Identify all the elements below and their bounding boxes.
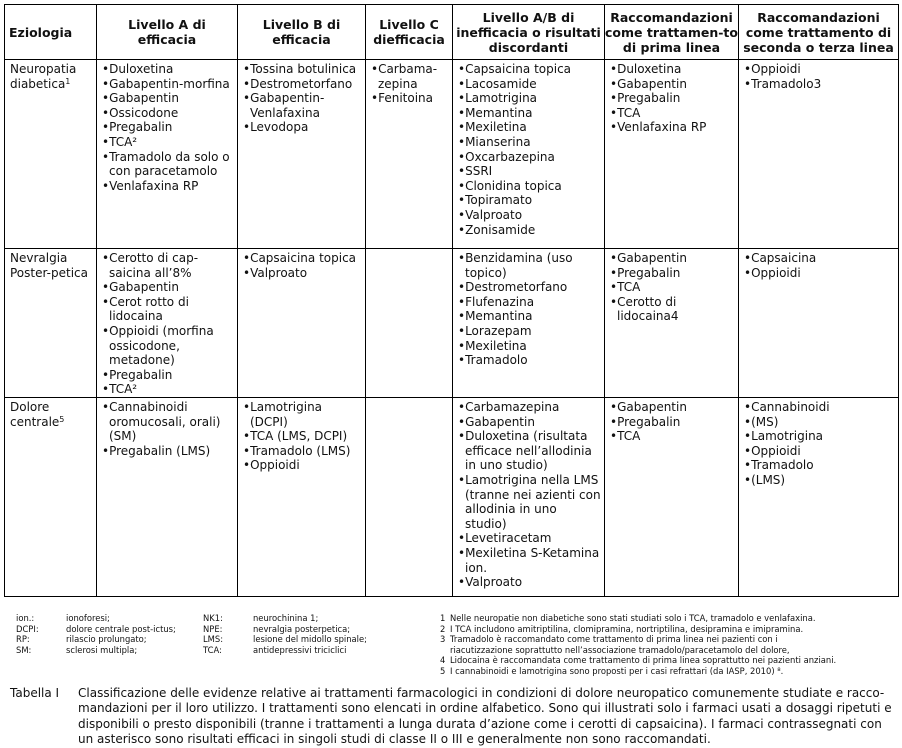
treatment-cell bbox=[366, 249, 453, 398]
footnote-text: Lidocaina è raccomandata come trattamento di prima linea soprattutto nei pazienti anziani. bbox=[450, 655, 837, 665]
table-row bbox=[5, 249, 899, 398]
treatment-item: • Oppioidi bbox=[744, 62, 896, 77]
treatment-item: • (LMS) bbox=[744, 473, 896, 488]
footnote-item bbox=[440, 645, 900, 656]
treatment-list bbox=[739, 60, 898, 91]
abbreviation-value: rilascio prolungato; bbox=[66, 634, 147, 644]
treatment-item: • Cannabinoidi bbox=[744, 400, 896, 415]
treatment-item: • Mianserina bbox=[458, 135, 602, 150]
treatment-cell bbox=[453, 60, 605, 249]
treatment-item: • Oppioidi bbox=[243, 458, 363, 473]
treatment-item: • Topiramato bbox=[458, 193, 602, 208]
treatment-item: • Pregabalin bbox=[610, 266, 736, 281]
treatment-item: • TCA (LMS, DCPI) bbox=[243, 429, 363, 444]
footnote-item bbox=[440, 634, 900, 645]
treatment-cell bbox=[739, 60, 899, 249]
treatment-item: • Cannabinoidi oromucosali, orali) (SM) bbox=[102, 400, 235, 444]
footnote-text: I cannabinoidi e lamotrigina sono proposti per i casi refrattari (da IASP, 2010) ⁸. bbox=[450, 665, 784, 676]
treatment-item: • Lamotrigina bbox=[458, 91, 602, 106]
treatment-list bbox=[453, 60, 604, 237]
treatment-item: • Oxcarbazepina bbox=[458, 150, 602, 165]
treatment-item: • Gabapentin bbox=[102, 280, 235, 295]
treatment-item: • Fenitoina bbox=[371, 91, 450, 106]
abbreviation-value: dolore centrale post-ictus; bbox=[66, 623, 176, 634]
treatment-list bbox=[453, 398, 604, 590]
footnote-number: 5 bbox=[440, 665, 446, 676]
abbreviation-key: SM: bbox=[16, 644, 32, 655]
treatment-item: • Cerot rotto di lidocaina bbox=[102, 295, 235, 324]
treatment-item: • Destrometorfano bbox=[243, 77, 363, 92]
header-cell: Raccomandazioni come trattamento di seconda o terza linea bbox=[739, 5, 899, 60]
etiology-label: Neuropatia diabetica bbox=[10, 62, 77, 91]
treatment-item: • Mexiletina bbox=[458, 339, 602, 354]
abbreviation-key: DCPI: bbox=[16, 623, 39, 634]
treatment-item: • Cerotto di lidocaina4 bbox=[610, 295, 736, 324]
treatment-item: • TCA bbox=[610, 106, 736, 121]
treatment-list bbox=[366, 60, 452, 106]
treatment-cell bbox=[453, 249, 605, 398]
treatment-item: • Flufenazina bbox=[458, 295, 602, 310]
footnote-text: riacutizzazione soprattutto nell’associazione tramadolo/paracetamolo del dolore, bbox=[450, 644, 790, 655]
abbreviation-item bbox=[203, 634, 367, 645]
treatment-item: • TCA bbox=[610, 429, 736, 444]
treatment-item: • Oppioidi (morfina ossicodone, metadone) bbox=[102, 324, 235, 368]
treatment-item: • Benzidamina (uso topico) bbox=[458, 251, 602, 280]
treatment-list bbox=[739, 398, 898, 488]
treatment-item: • Carbama-zepina bbox=[371, 62, 450, 91]
abbreviation-item bbox=[203, 624, 350, 635]
treatment-item: • Capsaicina bbox=[744, 251, 896, 266]
footnote-marker: 1 bbox=[65, 77, 71, 86]
treatment-item: • Tramadolo3 bbox=[744, 77, 896, 92]
treatment-item: • Valproato bbox=[458, 575, 602, 590]
abbreviation-key: LMS: bbox=[203, 634, 224, 644]
footnote-item bbox=[440, 613, 900, 624]
header-cell: Livello C diefficacia bbox=[366, 5, 453, 60]
footnote-text: I TCA includono amitriptilina, clomipramina, nortriptilina, desipramina e imipramina. bbox=[450, 623, 804, 634]
treatment-cell bbox=[605, 398, 739, 597]
etiology-cell bbox=[5, 398, 97, 597]
treatment-item: • Capsaicina topica bbox=[243, 251, 363, 266]
treatment-list bbox=[238, 60, 365, 135]
etiology-cell bbox=[5, 60, 97, 249]
treatment-list bbox=[97, 398, 237, 458]
treatment-item: • Venlafaxina RP bbox=[610, 120, 736, 135]
footnote-number: 4 bbox=[440, 655, 446, 665]
treatment-item: • Pregabalin bbox=[610, 91, 736, 106]
treatment-item: • Cerotto di cap-saicina all’8% bbox=[102, 251, 235, 280]
treatment-item: • Pregabalin bbox=[102, 120, 235, 135]
abbreviation-key: TCA: bbox=[203, 644, 222, 655]
footnote-text: Tramadolo è raccomandato come trattamento di prima linea nei pazienti con i bbox=[450, 634, 778, 644]
treatment-table bbox=[4, 4, 899, 597]
abbreviation-value: lesione del midollo spinale; bbox=[253, 634, 367, 644]
treatment-item: • Venlafaxina RP bbox=[102, 179, 235, 194]
treatment-item: • Zonisamide bbox=[458, 223, 602, 238]
abbreviation-key: RP: bbox=[16, 634, 30, 644]
treatment-item: • Duloxetina bbox=[610, 62, 736, 77]
table-caption bbox=[10, 686, 892, 747]
treatment-cell bbox=[97, 249, 238, 398]
treatment-item: • Valproato bbox=[243, 266, 363, 281]
abbreviation-value: sclerosi multipla; bbox=[66, 644, 138, 655]
treatment-item: • Mexiletina bbox=[458, 120, 602, 135]
caption-label: Tabella I bbox=[10, 686, 60, 700]
abbreviation-item bbox=[16, 613, 110, 624]
treatment-item: • Levodopa bbox=[243, 120, 363, 135]
abbreviation-key: NK1: bbox=[203, 613, 223, 623]
treatment-item: • Mexiletina S-Ketamina ion. bbox=[458, 546, 602, 575]
footnote-text: Nelle neuropatie non diabetiche sono stati studiati solo i TCA, tramadolo e venlafaxina. bbox=[450, 613, 816, 623]
treatment-item: • Lamotrigina nella LMS (tranne nei azienti con allodinia in uno studio) bbox=[458, 473, 602, 531]
treatment-item: • Lamotrigina bbox=[744, 429, 896, 444]
treatment-list bbox=[97, 60, 237, 193]
footnote-item bbox=[440, 655, 900, 666]
treatment-list bbox=[605, 60, 738, 135]
treatment-item: • TCA bbox=[610, 280, 736, 295]
treatment-list bbox=[238, 249, 365, 280]
header-cell: Raccomandazioni come trattamen-to di prima linea bbox=[605, 5, 739, 60]
treatment-cell bbox=[238, 60, 366, 249]
treatment-item: • Oppioidi bbox=[744, 444, 896, 459]
treatment-item: • Lorazepam bbox=[458, 324, 602, 339]
etiology-label: Dolore centrale bbox=[10, 400, 60, 429]
header-cell: Livello A di efficacia bbox=[97, 5, 238, 60]
treatment-item: • TCA² bbox=[102, 382, 235, 397]
treatment-list bbox=[238, 398, 365, 473]
treatment-list bbox=[605, 249, 738, 324]
treatment-item: • Clonidina topica bbox=[458, 179, 602, 194]
treatment-item: • Gabapentin bbox=[102, 91, 235, 106]
footnote-number: 1 bbox=[440, 613, 446, 623]
abbreviation-item bbox=[203, 645, 346, 656]
treatment-item: • Lacosamide bbox=[458, 77, 602, 92]
treatment-cell bbox=[238, 398, 366, 597]
treatment-cell bbox=[97, 60, 238, 249]
treatment-cell bbox=[238, 249, 366, 398]
footnote-item bbox=[440, 666, 900, 677]
treatment-list bbox=[739, 249, 898, 280]
treatment-item: • Pregabalin bbox=[610, 415, 736, 430]
etiology-cell bbox=[5, 249, 97, 398]
treatment-cell bbox=[453, 398, 605, 597]
abbreviation-value: nevralgia posterpetica; bbox=[253, 623, 351, 634]
treatment-item: • Memantina bbox=[458, 106, 602, 121]
treatment-cell bbox=[366, 60, 453, 249]
footnote-marker: 5 bbox=[59, 415, 65, 424]
treatment-item: • Tramadolo bbox=[744, 458, 896, 473]
treatment-item: • Duloxetina bbox=[102, 62, 235, 77]
treatment-item: • Ossicodone bbox=[102, 106, 235, 121]
abbreviation-value: neurochinina 1; bbox=[253, 613, 319, 623]
abbreviation-item bbox=[16, 624, 176, 635]
header-cell: Eziologia bbox=[5, 5, 97, 60]
treatment-item: • Memantina bbox=[458, 309, 602, 324]
table-row bbox=[5, 398, 899, 597]
treatment-item: • Tramadolo da solo o con paracetamolo bbox=[102, 150, 235, 179]
table-body bbox=[5, 60, 899, 597]
abbreviation-key: NPE: bbox=[203, 623, 223, 634]
treatment-item: • Carbamazepina bbox=[458, 400, 602, 415]
treatment-item: • Gabapentin-morfina bbox=[102, 77, 235, 92]
treatment-cell bbox=[739, 398, 899, 597]
treatment-item: • Capsaicina topica bbox=[458, 62, 602, 77]
treatment-cell bbox=[739, 249, 899, 398]
header-cell: Livello A/B di inefficacia o risultati discordanti bbox=[453, 5, 605, 60]
abbreviation-value: antidepressivi triciclici bbox=[253, 644, 347, 655]
treatment-item: • Valproato bbox=[458, 208, 602, 223]
footnote-number: 3 bbox=[440, 634, 446, 644]
treatment-cell bbox=[605, 60, 739, 249]
treatment-list bbox=[97, 249, 237, 397]
treatment-item: • Gabapentin-Venlafaxina bbox=[243, 91, 363, 120]
treatment-item: • Gabapentin bbox=[610, 251, 736, 266]
footnote-number: 2 bbox=[440, 623, 446, 634]
treatment-cell bbox=[366, 398, 453, 597]
abbreviation-value: ionoforesi; bbox=[66, 613, 110, 623]
table-row bbox=[5, 60, 899, 249]
treatment-item: • SSRI bbox=[458, 164, 602, 179]
treatment-item: • Tramadolo bbox=[458, 353, 602, 368]
abbreviation-item bbox=[16, 634, 147, 645]
footnote-item bbox=[440, 624, 900, 635]
treatment-item: • Tossina botulinica bbox=[243, 62, 363, 77]
treatment-item: • Tramadolo (LMS) bbox=[243, 444, 363, 459]
treatment-item: • Levetiracetam bbox=[458, 531, 602, 546]
treatment-cell bbox=[97, 398, 238, 597]
treatment-item: • Destrometorfano bbox=[458, 280, 602, 295]
treatment-item: • Gabapentin bbox=[610, 77, 736, 92]
treatment-item: • (MS) bbox=[744, 415, 896, 430]
caption-text: Classificazione delle evidenze relative ai trattamenti farmacologici in condizioni di dolore neuropatico comunemente studiate e racco-mandazioni per il loro utilizzo. I trattamenti sono elencati in ordine alfabetico. Sono qui illustrati solo i farmaci usati a dosaggi ripetuti e disponibili o presto disponibili (tranne i trattamenti a lunga durata d’azione come i cerotti di capsaicina). I farmaci contrassegnati con un asterisco sono risultati efficaci in singoli studi di classe II o III e generalmente non sono raccomandati. bbox=[78, 686, 892, 746]
treatment-item: • Duloxetina (risultata efficace nell’allodinia in uno studio) bbox=[458, 429, 602, 473]
etiology-label: Nevralgia Poster-petica bbox=[10, 251, 88, 280]
treatment-item: • Lamotrigina (DCPI) bbox=[243, 400, 363, 429]
treatment-item: • Gabapentin bbox=[458, 415, 602, 430]
treatment-list bbox=[605, 398, 738, 444]
abbreviation-item bbox=[203, 613, 318, 624]
treatment-item: • Oppioidi bbox=[744, 266, 896, 281]
treatment-item: • Pregabalin (LMS) bbox=[102, 444, 235, 459]
treatment-list bbox=[453, 249, 604, 368]
header-row bbox=[5, 5, 899, 60]
treatment-item: • TCA² bbox=[102, 135, 235, 150]
treatment-cell bbox=[605, 249, 739, 398]
header-cell: Livello B di efficacia bbox=[238, 5, 366, 60]
abbreviation-item bbox=[16, 645, 137, 656]
treatment-item: • Pregabalin bbox=[102, 368, 235, 383]
abbreviation-key: ion.: bbox=[16, 613, 35, 623]
treatment-item: • Gabapentin bbox=[610, 400, 736, 415]
